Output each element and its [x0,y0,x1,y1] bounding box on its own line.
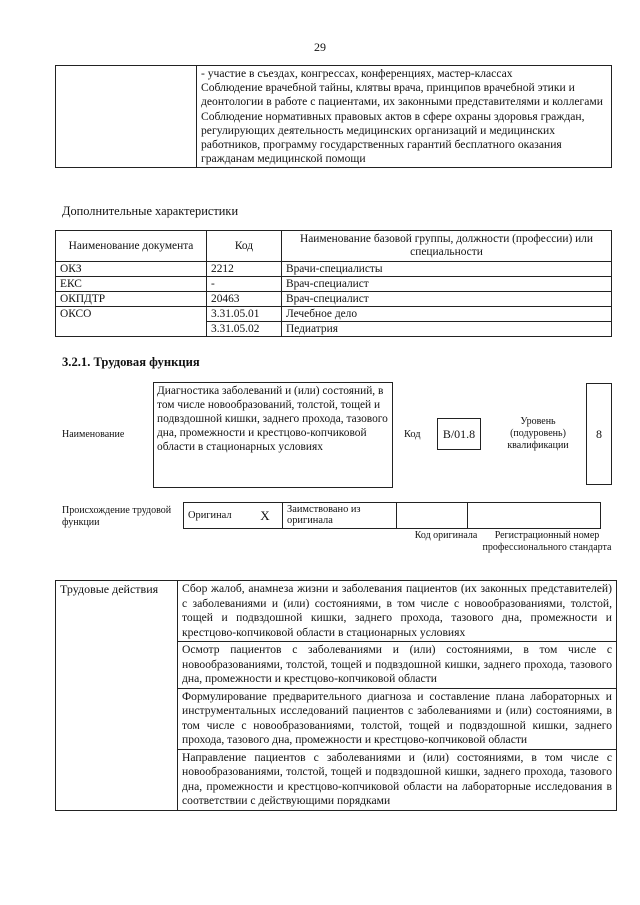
action-item: Сбор жалоб, анамнеза жизни и заболевания пациентов (их законных представителей) с заболеваниями и (или) состояниями, в том числе с новообразованиями, толстой, тощей и подвздошной кишки, заднего прохода, тазового дна, промежности и крестцово-копчиковой области в стационарных условиях [178,581,617,642]
action-item: Осмотр пациентов с заболеваниями и (или) состояниями, в том числе с новообразованиями, толстой, тощей и подвздошной кишки, заднего прохода, тазового дна, промежности и крестцово-копчиковой области [178,642,617,689]
function-code-box: B/01.8 [437,418,481,450]
reg-number-cell [468,503,601,529]
cell: - [207,277,282,292]
cell: ЕКС [56,277,207,292]
page-number: 29 [314,40,326,54]
cell: Врач-специалист [282,292,612,307]
table-row [56,307,612,322]
cell: ОКПДТР [56,292,207,307]
table-row [56,262,612,277]
header-cell: Наименование документа [56,231,207,262]
table-row [56,581,617,642]
function-title: 3.2.1. Трудовая функция [62,355,200,369]
header-cell: Код [207,231,282,262]
additional-characteristics-table [55,230,612,337]
cell: Лечебное дело [282,307,612,322]
action-item: Формулирование предварительного диагноза и составление плана лабораторных и инструментальных исследований пациентов с заболеваниями и (или) состояниями, в том числе с новообразованиями, толстой, тощей и подвздошной кишки, заднего прохода, тазового дна, промежности и крестцово-копчиковой области [178,688,617,749]
code-original-cell [397,503,468,529]
origin-label: Происхождение трудовой функции [62,505,172,528]
competencies-cell [197,66,612,168]
function-name-box: Диагностика заболеваний и (или) состояний, в том числе новообразований, толстой, тощей и подвздошной кишки, заднего прохода, тазового дна, промежности и крестцово-копчиковой области в стационарных условиях [153,382,393,488]
section-title: Дополнительные характеристики [62,204,239,218]
original-label: Оригинал [184,503,249,529]
table-row [56,292,612,307]
reg-number-caption: Регистрационный номер профессионального стандарта [482,530,612,553]
action-item: Направление пациентов с заболеваниями и (или) состояниями, в том числе с новообразованиями, толстой, тощей и подвздошной кишки, заднего прохода, тазового дна, промежности и крестцово-копчиковой области на лабораторные исследования в соответствии с действующими порядками [178,749,617,810]
original-mark: X [248,503,283,529]
table-row [56,277,612,292]
cell: Врачи-специалисты [282,262,612,277]
cell: Педиатрия [282,322,612,337]
level-label: Уровень (подуровень) квалификации [507,416,569,451]
paragraph: - участие в съездах, конгрессах, конференциях, мастер-классах [201,67,513,80]
header-cell: Наименование базовой группы, должности (профессии) или специальности [282,231,612,262]
borrowed-label: Заимствовано из оригинала [283,503,397,529]
paragraph: Соблюдение нормативных правовых актов в сфере охраны здоровья граждан, регулирующих деятельность медицинских организаций и медицинских работников, программу государственных гарантий бесплатного оказания гражданам медицинской помощи [201,109,585,166]
cell: 3.31.05.02 [207,322,282,337]
competencies-table [55,65,612,168]
cell: ОКЗ [56,262,207,277]
code-original-caption: Код оригинала [414,530,478,541]
actions-label: Трудовые действия [56,581,178,811]
cell: 20463 [207,292,282,307]
table-header-row [56,231,612,262]
labor-actions-table [55,580,617,811]
cell: 2212 [207,262,282,277]
paragraph: Соблюдение врачебной тайны, клятвы врача, принципов врачебной этики и деонтологии в работе с пациентами, их законными представителями и коллегами [201,81,603,109]
empty-label-cell [56,66,197,168]
origin-table [183,502,601,529]
cell: 3.31.05.01 [207,307,282,322]
code-label: Код [404,429,421,440]
cell: Врач-специалист [282,277,612,292]
name-label: Наименование [62,429,125,440]
cell: ОКСО [56,307,207,337]
level-box: 8 [586,383,612,485]
